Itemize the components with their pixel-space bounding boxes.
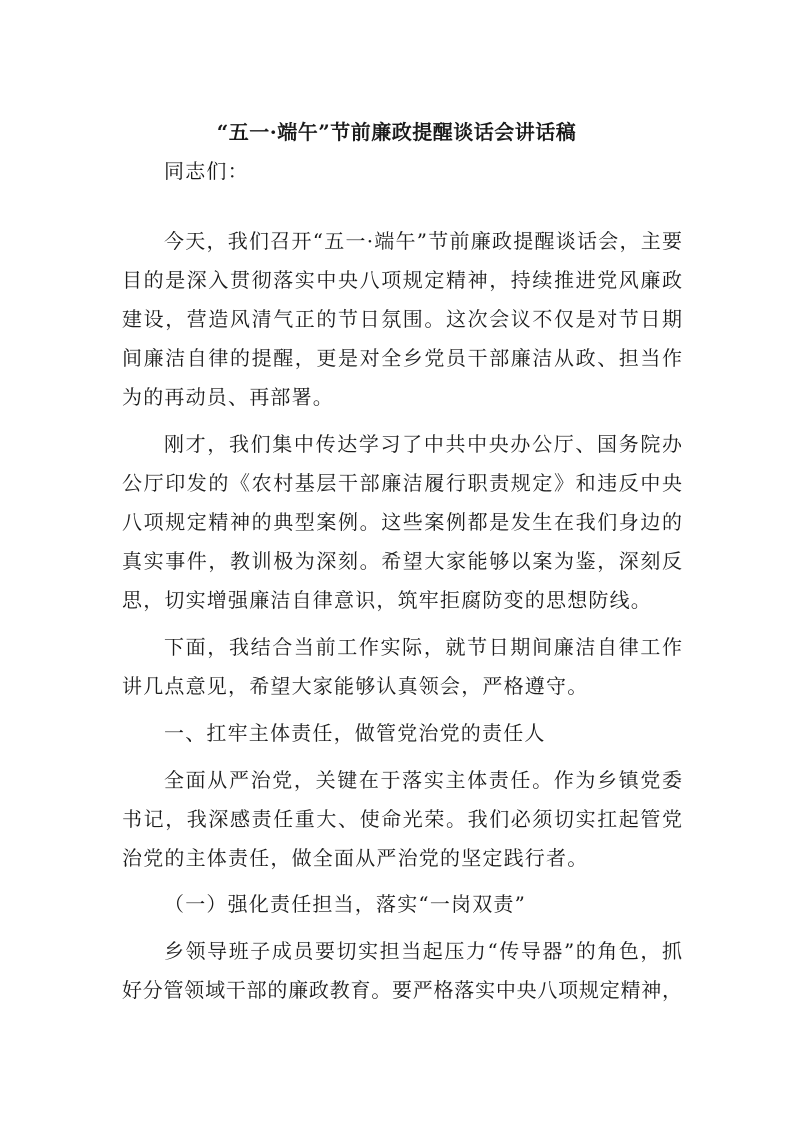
- paragraph-line: 书记，我深感责任重大、使命光荣。我们必须切实扛起管党: [122, 807, 682, 831]
- paragraph-line: 全面从严治党，关键在于落实主体责任。作为乡镇党委: [164, 768, 682, 792]
- document-title: “五一·端午”节前廉政提醒谈话会讲话稿: [216, 120, 577, 144]
- paragraph-line: 刚才，我们集中传达学习了中共中央办公厅、国务院办: [164, 432, 682, 456]
- paragraph-line: 真实事件，教训极为深刻。希望大家能够以案为鉴，深刻反: [122, 549, 682, 573]
- paragraph-line: 好分管领域干部的廉政教育。要严格落实中央八项规定精神，: [122, 978, 682, 1002]
- paragraph-line: 乡领导班子成员要切实担当起压力“传导器”的角色，抓: [164, 939, 682, 963]
- subsection-heading: （一）强化责任担当，落实“一岗双责”: [164, 892, 527, 916]
- paragraph-line: 目的是深入贯彻落实中央八项规定精神，持续推进党风廉政: [122, 268, 682, 292]
- paragraph-line: 间廉洁自律的提醒，更是对全乡党员干部廉洁从政、担当作: [122, 346, 682, 370]
- paragraph-line: 建设，营造风清气正的节日氛围。这次会议不仅是对节日期: [122, 307, 682, 331]
- paragraph-line: 为的再动员、再部署。: [122, 385, 334, 409]
- paragraph-line: 下面，我结合当前工作实际，就节日期间廉洁自律工作: [164, 635, 682, 659]
- paragraph-line: 讲几点意见，希望大家能够认真领会，严格遵守。: [122, 674, 589, 698]
- paragraph-line: 八项规定精神的典型案例。这些案例都是发生在我们身边的: [122, 510, 682, 534]
- salutation: 同志们：: [164, 159, 249, 183]
- section-heading: 一、扛牢主体责任，做管党治党的责任人: [164, 721, 546, 745]
- paragraph-line: 公厅印发的《农村基层干部廉洁履行职责规定》和违反中央: [122, 471, 682, 495]
- paragraph-line: 思，切实增强廉洁自律意识，筑牢拒腐防变的思想防线。: [122, 588, 652, 612]
- paragraph-line: 今天，我们召开“五一·端午”节前廉政提醒谈话会，主要: [164, 229, 682, 253]
- paragraph-line: 治党的主体责任，做全面从严治党的坚定践行者。: [122, 846, 589, 870]
